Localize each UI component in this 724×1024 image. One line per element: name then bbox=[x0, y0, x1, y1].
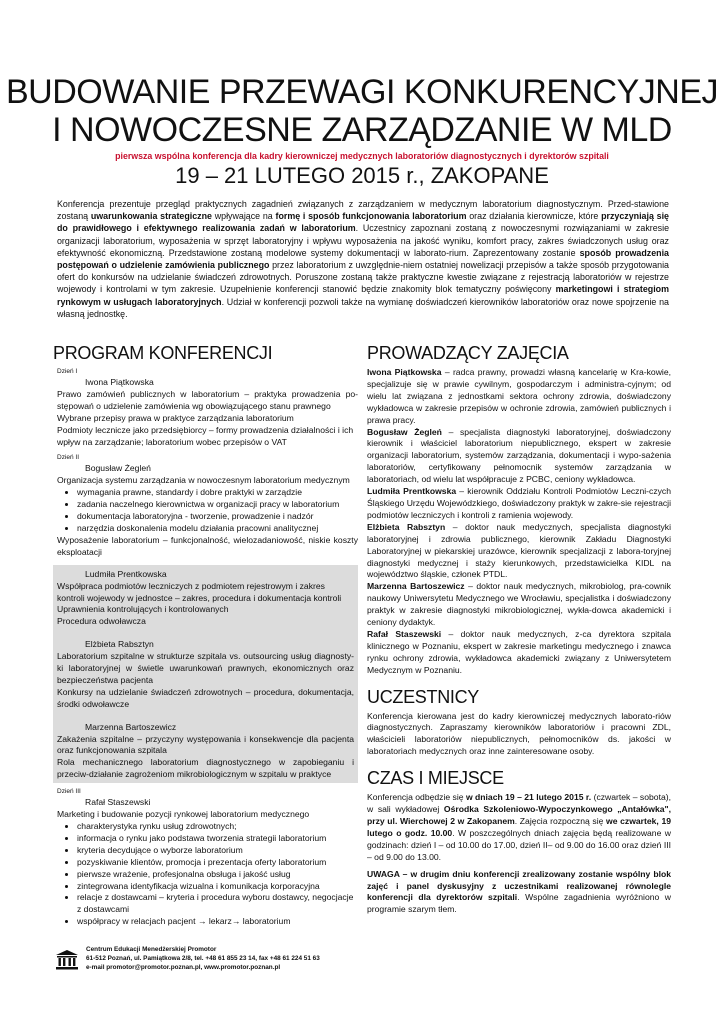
program-day2 bbox=[53, 453, 358, 558]
trainer-entry: Rafał Staszewski – doktor nauk medycznych, z-ca dyrektora szpitala klinicznego w Poznaniu, ekspert w zakresie marketingu medycznego i znawca rynku ochrony zdrowia, wykładowca akademicki związany z Uniwersytetem Medycznym w Poznaniu. bbox=[367, 628, 671, 675]
trainer-entry: Iwona Piątkowska – radca prawny, prowadzi własną kancelarię w Kra-kowie, specjalizuje się w prawie cywilnym, gospodarczym i administra-cyjnym; od wielu lat związana z jednostkami sektora ochrony zdrowia, doświadczony wykładowca w zakresie przepisów w ochronie zdrowia, zamówień publicznych i prawa pracy. bbox=[367, 367, 671, 425]
program-day3 bbox=[53, 787, 358, 928]
speaker-name: Bogusław Żegleń bbox=[85, 463, 151, 474]
topic-line: Współpraca podmiotów leczniczych z podmiotem rejestrowym i zakres kontroli wojewody w jednostce – zakres, procedura i dokumentacja kontroli bbox=[57, 580, 342, 603]
page-title-line1: BUDOWANIE PRZEWAGI KONKURENCYJNEJ bbox=[5, 73, 719, 111]
page-title-line2: I NOWOCZESNE ZARZĄDZANIE W MLD bbox=[52, 111, 672, 149]
org-name: Centrum Edukacji Menedżerskiej Promotor bbox=[86, 946, 217, 953]
day-label: Dzień III bbox=[57, 788, 81, 796]
topic-line: Prawo zamówień publicznych w laboratorium – praktyka prowadzenia po-stępowań o udzielenie zamówienia wg obowiązującego stanu prawnego bbox=[57, 388, 358, 411]
list-item: • kryteria decydujące o wyborze laboratorium bbox=[77, 845, 358, 857]
trainer-entry: Elżbieta Rabsztyn – doktor nauk medycznych, specjalista diagnostyki laboratoryjnej i zdrowia publicznego, kierownik Zakładu Diagnostyki Laboratoryjnej w piekarskiej urazówce, kierownik specjalizacji z labora-toryjnej diagnostyki medycznej i staży kierunkowych, przedstawicielka KIDL na województwo śląskie, członek PTDL. bbox=[367, 521, 671, 580]
trainers-list bbox=[367, 367, 671, 677]
list-item: • relacje z dostawcami – kryteria i procedura wyboru dostawcy, negocjacje z dostawcami bbox=[77, 892, 358, 916]
topic-line: Wyposażenie laboratorium – funkcjonalność, wielozadaniowość, niskie koszty eksploatacji bbox=[57, 534, 358, 557]
program-day1 bbox=[53, 367, 358, 448]
place-text: Konferencja odbędzie się w dniach 19 – 21 lutego 2015 r. (czwartek – sobota), w sali wykładowej Ośrodka Szkoleniowo-Wypoczynkowego „Antałówka", przy ul. Wierchowej 2 w Zakopanem. Zajęcia rozpoczną się we czwartek, 19 lutego o godz. 10.00. W poszczególnych dniach zajęcia będą realizowane w godzinach: dzień I – od 10.00 do 17.00, dzień II– od 9.00 do 16.00 oraz dzień III – od 9.00 do 13.00. bbox=[367, 792, 672, 862]
topic-line: Wybrane przepisy prawa w praktyce zarządzania laboratorium bbox=[57, 412, 294, 423]
topic-line: Organizacja systemu zarządzania w nowoczesnym laboratorium medycznym bbox=[57, 475, 350, 486]
day-label: Dzień I bbox=[57, 368, 78, 375]
speaker-name: Marzenna Bartoszewicz bbox=[85, 721, 177, 732]
trainers-heading: PROWADZĄCY ZAJĘCIA bbox=[367, 343, 569, 363]
topic-line: Konkursy na udzielanie świadczeń zdrowotnych – procedura, dokumentacja, środki odwoławcze bbox=[57, 686, 354, 709]
participants-text: Konferencja kierowana jest do kadry kierowniczej medycznych laborato-riów diagnostycznych. Zapraszamy kierowników laboratoriów i pracowni ZDL, właścicieli laboratoriów niepublicznych, pełnomocników ds. jakości w laboratoriach medycznych oraz inne zainteresowane osoby. bbox=[367, 710, 671, 757]
program-column bbox=[53, 343, 358, 928]
speaker-name: Rafał Staszewski bbox=[85, 797, 151, 808]
org-address: 61-512 Poznań, ul. Pamiątkowa 2/8, tel. +48 61 855 23 14, fax +48 61 224 51 63 bbox=[86, 955, 320, 962]
topic-bullets bbox=[57, 487, 358, 535]
speaker-name: Iwona Piątkowska bbox=[85, 377, 154, 387]
list-item: • informacja o rynku jako podstawa tworzenia strategii laboratorium bbox=[77, 833, 358, 845]
intro-paragraph: Konferencja prezentuje przegląd praktycznych zagadnień związanych z zarządzaniem w medycznym laboratorium diagnostycznym. Przed-stawione zostaną uwarunkowania strategiczne wpływające na formę i sposób funkcjonowania laboratorium oraz działania kierownicze, które przyczyniają się do prawidłowego i efektywnego realizowania zadań w laboratorium. Uczestnicy zapoznani zostaną z nowoczesnymi rozwiązaniami w zakresie organizacji laboratorium, wyposażenia w sprzęt laboratoryjny i wpływu wyposażenia na jakość wyniku, komfort pracy, zakres świadczonych usług oraz efektywność ekonomiczną. Przedstawione zostaną modelowe systemy dokumentacji w laborato-rium. Zaprezentowany zostanie sposób prowadzenia postępowań o udzielenie zamówienia publicznego przez laboratorium z uwzględnie-niem ostatniej nowelizacji przepisów a także sposób przygotowania ofert do konkursów na udzielanie świadczeń zdrowotnych. Poruszone zostaną także praktyczne kwestie związane z rejestracją laboratoriów w rejestrze wojewody i kontrolami w tym zakresie. Uzupełnienie konferencji stanowić będzie znakomity blok tematyczny poświęcony marketingowi i strategiom rynkowym w usługach laboratoryjnych. Udział w konferencji pozwoli także na wymianę doświadczeń kierowników laboratoriów oraz nowe spojrzenie na własną jednostkę. bbox=[57, 199, 669, 319]
topic-bullets bbox=[57, 821, 358, 928]
list-item: • zintegrowana identyfikacja wizualna i komunikacja korporacyjna bbox=[77, 881, 358, 893]
topic-line: Marketing i budowanie pozycji rynkowej laboratorium medycznego bbox=[57, 809, 310, 820]
trainer-entry: Bogusław Żegleń – specjalista diagnostyki laboratoryjnej, doświadczony kierownik i właściciel laboratorium niepublicznego, ekspert w zakresie organizacji laboratorium, systemów zarządzania, dokumentacji i wypo-sażenia laboratoriów, certyfikowany pełnomocnik systemów zarządzania w laboratoriach, od wielu lat współpracuje z PCBC, ceniony wykładowca. bbox=[367, 426, 672, 485]
subtitle: pierwsza wspólna konferencja dla kadry kierowniczej medycznych laboratoriów diagnostycznych i dyrektorów szpitali bbox=[115, 151, 609, 161]
list-item: • narzędzia doskonalenia modelu działania pracowni analitycznej bbox=[77, 523, 358, 535]
info-column bbox=[367, 343, 671, 916]
list-item: • pierwsze wrażenie, profesjonalna obsługa i jakość usług bbox=[77, 869, 358, 881]
topic-line: Uprawnienia kontrolujących i kontrolowanych bbox=[57, 604, 229, 615]
topic-line: Podmioty lecznicze jako przedsiębiorcy – formy prowadzenia działalności i ich wpływ na zarządzanie; laboratorium wobec przepisów o VAT bbox=[57, 424, 354, 447]
program-heading: PROGRAM KONFERENCJI bbox=[53, 343, 273, 363]
topic-line: Procedura odwoławcza bbox=[57, 616, 146, 627]
date-location: 19 – 21 LUTEGO 2015 r., ZAKOPANE bbox=[175, 163, 549, 188]
list-item: • charakterystyka rynku usług zdrowotnych; bbox=[77, 821, 358, 833]
place-note: UWAGA – w drugim dniu konferencji zrealizowany zostanie wspólny blok zajęć i panel dyskusyjny z uczestnikami realizowanej równolegle konferencji dla dyrektorów szpitali. Wspólne zagadnienia wyróżniono w programie szarym tłem. bbox=[367, 868, 671, 915]
list-item: • wymagania prawne, standardy i dobre praktyki w zarządzie bbox=[77, 487, 358, 499]
day-label: Dzień II bbox=[57, 454, 80, 462]
topic-line: Laboratorium szpitalne w strukturze szpitala vs. outsourcing usług diagnosty-ki laboratoryjnej w świetle uwarunkowań prawnych, ekonomicznych oraz bezpieczeństwa pacjenta bbox=[57, 651, 354, 685]
trainer-entry: Ludmiła Prentkowska – kierownik Oddziału Kontroli Podmiotów Leczni-czych Śląskiego Urzędu Wojewódzkiego, doświadczony praktyk w zakre-sie rejestracji podmiotów leczniczych i kontroli z ramienia wojewody. bbox=[367, 486, 671, 520]
trainer-entry: Marzenna Bartoszewicz – doktor nauk medycznych, mikrobiolog, pra-cownik naukowy Uniwersytetu Medycznego we Wrocławiu, specjalistka i doświadczony praktyk w zakresie diagnostyki mikrobiologicznej, wykła-dowca akademicki i ceniony dydaktyk. bbox=[367, 581, 671, 628]
topic-line: Zakażenia szpitalne – przyczyny występowania i konsekwencje dla pacjenta oraz funkcjonowania szpitala bbox=[57, 733, 354, 756]
topic-line: Rola mechanicznego laboratorium diagnostycznego w zapobieganiu i przeciw-działanie zagrożeniom mikrobiologicznym w szpitalu w praktyce bbox=[57, 757, 354, 780]
list-item: • pozyskiwanie klientów, promocja i prezentacja oferty laboratorium bbox=[77, 857, 358, 869]
list-item: • współpracy w relacjach pacjent → lekarz→ laboratorium bbox=[77, 916, 358, 928]
speaker-name: Ludmiła Prentkowska bbox=[85, 568, 167, 579]
building-columns-icon bbox=[56, 950, 78, 975]
list-item: • dokumentacja laboratoryjna - tworzenie, prowadzenie i nadzór bbox=[77, 511, 358, 523]
list-item: • zadania naczelnego kierownictwa w organizacji pracy w laboratorium bbox=[77, 499, 358, 511]
footer bbox=[86, 945, 406, 972]
place-heading: CZAS I MIEJSCE bbox=[367, 768, 504, 789]
org-contact: e-mail promotor@promotor.poznan.pl, www.promotor.poznan.pl bbox=[86, 964, 281, 971]
speaker-name: Elżbieta Rabsztyn bbox=[85, 639, 154, 650]
shared-block-grey bbox=[53, 565, 358, 784]
participants-heading: UCZESTNICY bbox=[367, 686, 480, 707]
